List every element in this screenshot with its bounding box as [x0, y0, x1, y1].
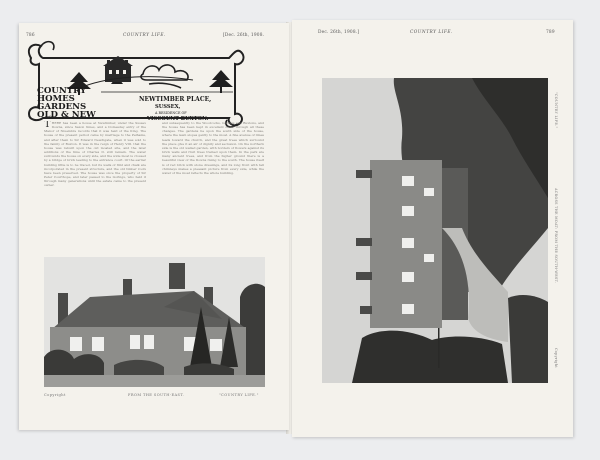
body-column-1: [44, 121, 146, 241]
left-date: [Dec. 26th, 1908.: [223, 33, 265, 38]
right-date: Dec. 26th, 1908.]: [318, 30, 360, 35]
body-column-2-text: and subsequently to the Woodcocks, Gorings and Buxtons, and the house has been kept in excellent order through all these changes. The gardens lie upon the south side of the house, where the lawn slopes gently to the moat. A fine avenue of limes leads toward the church, and the great trees which surround the place give it an air of dignity and seclusion. On the northern side is the old walled garden, with borders of flowers against its brick walls and fruit trees trained upon them. In the park are many ancient trees, and from the higher ground there is a beautiful view of the Downs rising to the south. The house itself is of red brick with stone dressings, and its long front with tall chimneys makes a pleasant picture from every side, while the water of the moat reflects the whole building.: [162, 121, 264, 175]
right-running-title: COUNTRY LIFE.: [410, 30, 453, 35]
article-county: SUSSEX,: [155, 104, 181, 110]
right-photo-credit-bottom: Copyright: [554, 348, 558, 368]
body-column-2: [162, 121, 264, 241]
left-photo-credit: Copyright: [44, 393, 66, 397]
right-page-number: 789: [546, 30, 555, 35]
body-column-1-text: HERE has been a house at Newtimber, under the Sussex Downs, since Saxon times, and a Domesday entry of the Manor of Niuembre records that it was held of the King. The house of the present period came by marriage to the Pelhams, and after them to Sir Edward Newdigate, when it was sold to the family of Buxton. It was in the reign of Henry VIII. that the house was rebuilt upon the old moated site, and the later additions of the time of Charles II. still remain. The water surrounds the house on every side, and the wide moat is crossed by a bridge of brick leading to the entrance court. Of the earlier building little is to be traced, but its walls of flint and chalk are incorporated in the present structure, and the old timber roofs have been preserved. The house was once the property of Sir Peter Courthope, and later passed to the Gorings, who held it through many generations until the estate came to the present owner.: [44, 121, 146, 188]
right-photo-credit-top: "COUNTRY LIFE.": [554, 92, 558, 129]
left-running-title: COUNTRY LIFE.: [123, 33, 166, 38]
right-photo-caption: ACROSS THE MOAT: FROM THE SOUTH-WEST.: [554, 188, 558, 284]
photo-south-east: [44, 257, 265, 387]
article-owner: VISCOUNT BUXTON.: [147, 116, 209, 122]
series-title-line3: GARDENS: [37, 102, 87, 112]
series-banner: [23, 36, 247, 128]
article-subtitle: A RESIDENCE OF: [155, 111, 187, 115]
series-title-line2: HOMES: [37, 94, 75, 104]
left-photo-credit-right: "COUNTRY LIFE.": [219, 393, 259, 397]
article-title: NEWTIMBER PLACE,: [139, 96, 212, 103]
moat-photo-icon: [322, 78, 548, 383]
house-photo-icon: [44, 257, 265, 387]
left-page-number: 786: [26, 33, 35, 38]
left-photo-caption: FROM THE SOUTH-EAST.: [128, 393, 185, 397]
series-title-line1: COUNTRY: [37, 86, 87, 96]
drop-cap: T: [44, 121, 51, 130]
series-title-line4: OLD & NEW: [37, 110, 96, 120]
photo-across-the-moat: [322, 78, 548, 383]
